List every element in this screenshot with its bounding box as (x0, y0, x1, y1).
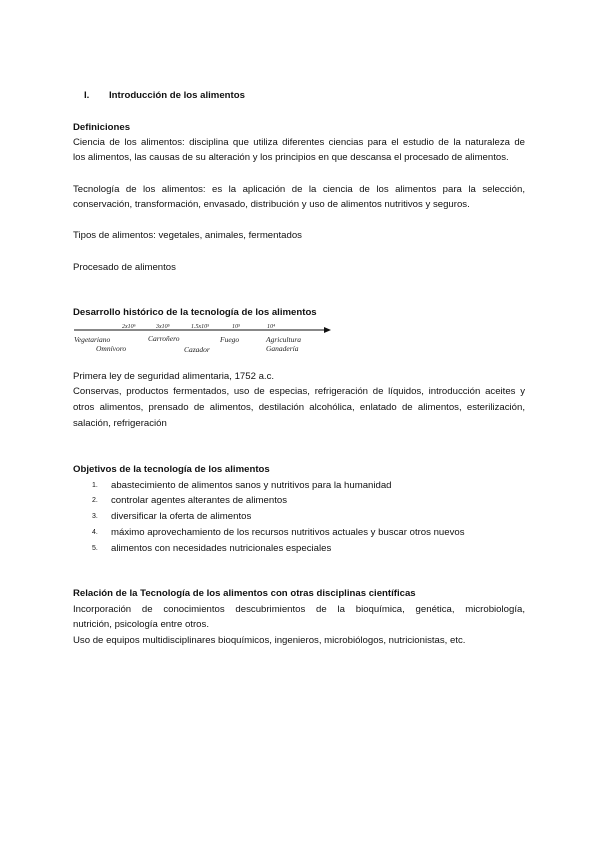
tecnologia-line-2: conservación, transformación, envasado, distribución y uso de alimentos nutritivos y seguros. (73, 199, 470, 210)
relacion-line-2: nutrición, psicología entre otros. (73, 619, 209, 630)
tecnologia-line-1: Tecnología de los alimentos: es la aplicación de la ciencia de los alimentos para la selección, (73, 184, 525, 195)
definitions-heading: Definiciones (73, 122, 131, 133)
objetivos-heading: Objetivos de la tecnología de los alimentos (73, 464, 270, 475)
timeline-tick: 10⁵ (232, 324, 241, 330)
tipos-line: Tipos de alimentos: vegetales, animales, fermentados (73, 230, 302, 241)
timeline-tick: 1.5x10⁵ (191, 324, 210, 330)
timeline-tick: 3x10⁵ (156, 324, 170, 330)
list-item-number: 1. (92, 482, 98, 489)
list-item: máximo aprovechamiento de los recursos nutritivos actuales y buscar otros nuevos (111, 527, 465, 538)
relacion-line-1: Incorporación de conocimientos descubrimientos de la bioquímica, genética, microbiología, (73, 604, 525, 615)
timeline-label: Agricultura (266, 335, 301, 344)
ciencia-line-2: los alimentos, las causas de su alteración y los principios en que descansa el procesado de alimentos. (73, 152, 509, 163)
section-number: I. (84, 90, 90, 101)
list-item: controlar agentes alterantes de alimentos (111, 495, 287, 506)
timeline-label: Ganadería (266, 344, 299, 353)
list-item: diversificar la oferta de alimentos (111, 511, 252, 522)
timeline-label: Carroñero (148, 334, 180, 343)
procesado-line: Procesado de alimentos (73, 262, 176, 273)
timeline-arrow-icon (324, 327, 331, 333)
relacion-line-3: Uso de equipos multidisciplinares bioquímicos, ingenieros, microbiólogos, nutricionistas, etc. (73, 635, 466, 646)
ley-line: Primera ley de seguridad alimentaria, 1752 a.c. (73, 371, 275, 382)
relacion-heading: Relación de la Tecnología de los alimentos con otras disciplinas científicas (73, 588, 416, 599)
list-item: abastecimiento de alimentos sanos y nutritivos para la humanidad (111, 480, 392, 491)
timeline-tick: 10⁴ (267, 324, 276, 330)
timeline-label: Fuego (220, 335, 240, 344)
list-item: alimentos con necesidades nutricionales especiales (111, 543, 332, 554)
timeline-label: Omnívoro (96, 344, 127, 353)
history-timeline (70, 318, 340, 358)
list-item-number: 4. (92, 529, 98, 536)
historia-heading: Desarrollo histórico de la tecnología de los alimentos (73, 307, 317, 318)
section-title: Introducción de los alimentos (109, 90, 245, 101)
conservas-line-3: salación, refrigeración (73, 418, 167, 429)
list-item-number: 3. (92, 513, 98, 520)
list-item-number: 2. (92, 497, 98, 504)
timeline-tick: 2x10⁶ (122, 324, 136, 330)
conservas-line-1: Conservas, productos fermentados, uso de especias, refrigeración de líquidos, introducción aceites y (73, 386, 525, 397)
timeline-label: Vegetariano (74, 335, 111, 344)
timeline-label: Cazador (184, 345, 210, 354)
ciencia-line-1: Ciencia de los alimentos: disciplina que utiliza diferentes ciencias para el estudio de la naturaleza de (73, 137, 525, 148)
conservas-line-2: otros alimentos, prensado de alimentos, destilación alcohólica, enlatado de alimentos, esterilización, (73, 402, 525, 413)
list-item-number: 5. (92, 545, 98, 552)
